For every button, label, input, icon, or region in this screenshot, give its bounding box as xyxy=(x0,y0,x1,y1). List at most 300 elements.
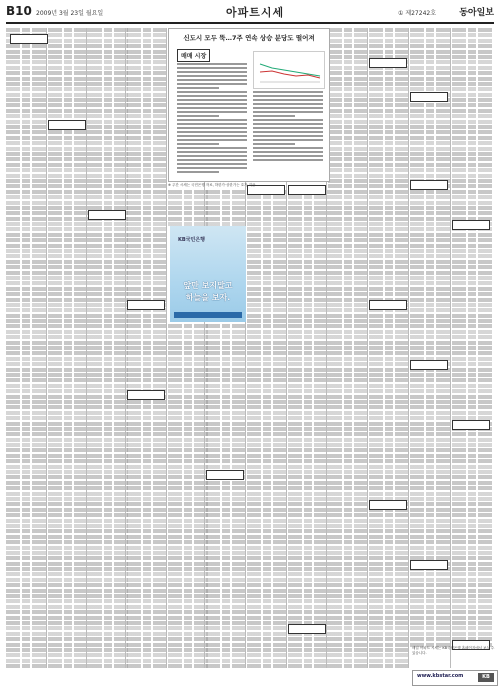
price-row xyxy=(6,303,46,307)
price-row xyxy=(6,562,46,566)
price-row xyxy=(410,427,450,431)
price-row xyxy=(452,583,492,587)
price-row xyxy=(369,324,409,328)
price-row xyxy=(6,190,46,194)
price-row xyxy=(6,497,46,501)
price-row xyxy=(88,39,128,43)
price-row xyxy=(288,368,328,372)
price-row xyxy=(48,152,88,156)
article-text-line xyxy=(177,115,219,117)
price-row xyxy=(168,605,208,609)
price-row xyxy=(369,470,409,474)
price-row xyxy=(168,481,208,485)
price-row xyxy=(48,551,88,555)
price-row xyxy=(328,55,368,59)
price-row xyxy=(88,44,128,48)
price-row xyxy=(206,368,246,372)
price-row xyxy=(247,610,287,614)
column-divider xyxy=(408,28,409,668)
price-row xyxy=(410,206,450,210)
price-row xyxy=(410,66,450,70)
price-row xyxy=(88,292,128,296)
price-row xyxy=(206,637,246,641)
price-row xyxy=(452,357,492,361)
price-row xyxy=(452,572,492,576)
price-row xyxy=(247,524,287,528)
price-row xyxy=(206,556,246,560)
price-row xyxy=(48,330,88,334)
price-row xyxy=(168,643,208,647)
price-row xyxy=(410,540,450,544)
price-row xyxy=(127,502,167,506)
price-row xyxy=(247,384,287,388)
price-row xyxy=(369,626,409,630)
price-row xyxy=(48,33,88,37)
price-row xyxy=(369,179,409,183)
price-row xyxy=(168,459,208,463)
price-row xyxy=(328,206,368,210)
price-row xyxy=(6,616,46,620)
price-row xyxy=(247,298,287,302)
price-row xyxy=(288,589,328,593)
price-row xyxy=(127,179,167,183)
district-heading xyxy=(410,360,448,370)
price-row xyxy=(247,567,287,571)
price-row xyxy=(369,578,409,582)
price-row xyxy=(288,562,328,566)
price-row xyxy=(452,314,492,318)
article-text-line xyxy=(253,115,295,117)
price-row xyxy=(369,562,409,566)
price-row xyxy=(369,416,409,420)
price-row xyxy=(88,357,128,361)
price-row xyxy=(452,465,492,469)
price-row xyxy=(247,351,287,355)
price-row xyxy=(452,152,492,156)
price-row xyxy=(328,465,368,469)
price-row xyxy=(6,71,46,75)
price-row xyxy=(288,378,328,382)
price-row xyxy=(328,93,368,97)
price-row xyxy=(410,33,450,37)
price-row xyxy=(88,174,128,178)
column-divider xyxy=(125,28,126,668)
price-row xyxy=(127,664,167,668)
price-row xyxy=(410,551,450,555)
price-row xyxy=(288,637,328,641)
price-row xyxy=(247,448,287,452)
price-row xyxy=(206,546,246,550)
price-row xyxy=(328,276,368,280)
price-row xyxy=(369,556,409,560)
price-row xyxy=(168,502,208,506)
price-row xyxy=(452,28,492,32)
price-row xyxy=(168,357,208,361)
price-row xyxy=(6,551,46,555)
price-row xyxy=(127,55,167,59)
price-row xyxy=(48,427,88,431)
price-row xyxy=(369,50,409,54)
article-text-line xyxy=(253,99,323,101)
price-row xyxy=(6,357,46,361)
price-row xyxy=(410,238,450,242)
price-row xyxy=(206,540,246,544)
price-row xyxy=(206,648,246,652)
price-row xyxy=(247,632,287,636)
price-row xyxy=(369,217,409,221)
price-row xyxy=(328,50,368,54)
price-row xyxy=(127,524,167,528)
price-row xyxy=(369,357,409,361)
price-row xyxy=(410,535,450,539)
price-row xyxy=(247,400,287,404)
price-row xyxy=(168,621,208,625)
price-row xyxy=(6,664,46,668)
price-row xyxy=(88,632,128,636)
price-row xyxy=(410,529,450,533)
price-row xyxy=(328,637,368,641)
price-row xyxy=(127,254,167,258)
price-row xyxy=(247,260,287,264)
price-row xyxy=(410,470,450,474)
price-row xyxy=(410,152,450,156)
price-row xyxy=(247,653,287,657)
price-row xyxy=(206,659,246,663)
price-row xyxy=(127,190,167,194)
price-row xyxy=(369,605,409,609)
price-row xyxy=(127,610,167,614)
price-row xyxy=(168,362,208,366)
price-row xyxy=(452,459,492,463)
price-row xyxy=(369,659,409,663)
price-row xyxy=(247,244,287,248)
price-row xyxy=(410,287,450,291)
price-row xyxy=(369,599,409,603)
price-row xyxy=(452,168,492,172)
price-row xyxy=(127,438,167,442)
price-row xyxy=(288,599,328,603)
price-column xyxy=(127,28,167,668)
price-row xyxy=(127,416,167,420)
price-row xyxy=(452,556,492,560)
price-row xyxy=(369,341,409,345)
price-row xyxy=(328,551,368,555)
price-row xyxy=(288,438,328,442)
price-row xyxy=(127,33,167,37)
price-row xyxy=(369,168,409,172)
price-row xyxy=(247,211,287,215)
price-row xyxy=(369,174,409,178)
price-row xyxy=(410,308,450,312)
price-row xyxy=(6,567,46,571)
price-row xyxy=(88,422,128,426)
price-row xyxy=(88,60,128,64)
article-text-line xyxy=(253,103,323,105)
price-row xyxy=(88,567,128,571)
price-row xyxy=(168,599,208,603)
price-row xyxy=(328,39,368,43)
article-text-line xyxy=(177,171,219,173)
price-row xyxy=(410,114,450,118)
price-row xyxy=(206,589,246,593)
price-row xyxy=(410,626,450,630)
district-heading xyxy=(452,420,490,430)
price-row xyxy=(168,578,208,582)
price-row xyxy=(48,77,88,81)
price-row xyxy=(48,470,88,474)
price-row xyxy=(6,66,46,70)
price-row xyxy=(48,637,88,641)
price-row xyxy=(247,249,287,253)
price-row xyxy=(328,152,368,156)
price-row xyxy=(127,572,167,576)
price-row xyxy=(328,524,368,528)
price-row xyxy=(127,125,167,129)
price-row xyxy=(369,637,409,641)
price-row xyxy=(88,535,128,539)
price-row xyxy=(288,395,328,399)
price-row xyxy=(127,195,167,199)
price-row xyxy=(88,136,128,140)
price-row xyxy=(247,341,287,345)
price-row xyxy=(410,292,450,296)
price-row xyxy=(369,125,409,129)
price-row xyxy=(88,179,128,183)
price-row xyxy=(452,244,492,248)
price-row xyxy=(452,454,492,458)
price-row xyxy=(88,583,128,587)
price-row xyxy=(48,71,88,75)
price-row xyxy=(6,98,46,102)
price-row xyxy=(127,276,167,280)
price-row xyxy=(328,211,368,215)
price-row xyxy=(328,77,368,81)
price-row xyxy=(88,519,128,523)
price-row xyxy=(48,395,88,399)
price-row xyxy=(206,411,246,415)
price-row xyxy=(6,324,46,328)
price-row xyxy=(452,174,492,178)
price-row xyxy=(247,465,287,469)
price-row xyxy=(48,422,88,426)
district-heading xyxy=(369,58,407,68)
price-row xyxy=(206,567,246,571)
price-row xyxy=(127,637,167,641)
price-row xyxy=(288,529,328,533)
price-row xyxy=(410,195,450,199)
price-row xyxy=(168,616,208,620)
price-row xyxy=(288,524,328,528)
price-row xyxy=(410,459,450,463)
price-row xyxy=(328,556,368,560)
price-row xyxy=(48,529,88,533)
price-row xyxy=(410,438,450,442)
price-row xyxy=(206,217,246,221)
price-row xyxy=(206,351,246,355)
price-row xyxy=(328,303,368,307)
price-row xyxy=(88,475,128,479)
price-row xyxy=(452,114,492,118)
price-row xyxy=(288,459,328,463)
price-row xyxy=(127,432,167,436)
price-row xyxy=(410,492,450,496)
price-row xyxy=(88,400,128,404)
price-row xyxy=(206,405,246,409)
article-text-line xyxy=(177,91,247,93)
price-row xyxy=(88,281,128,285)
price-row xyxy=(452,120,492,124)
article-text-line xyxy=(177,155,247,157)
price-row xyxy=(88,524,128,528)
price-row xyxy=(369,39,409,43)
price-row xyxy=(88,546,128,550)
district-heading xyxy=(410,92,448,102)
price-row xyxy=(127,141,167,145)
price-row xyxy=(88,87,128,91)
price-row xyxy=(369,244,409,248)
price-row xyxy=(206,443,246,447)
price-row xyxy=(328,400,368,404)
price-row xyxy=(6,93,46,97)
price-row xyxy=(452,546,492,550)
price-row xyxy=(247,362,287,366)
publication-date: 2009년 3월 23일 월요일 xyxy=(36,10,104,17)
price-row xyxy=(48,400,88,404)
price-row xyxy=(88,341,128,345)
price-row xyxy=(6,238,46,242)
price-row xyxy=(369,335,409,339)
price-row xyxy=(452,93,492,97)
price-row xyxy=(127,335,167,339)
price-row xyxy=(369,184,409,188)
price-row xyxy=(127,330,167,334)
price-row xyxy=(369,632,409,636)
price-row xyxy=(168,583,208,587)
price-row xyxy=(168,416,208,420)
district-heading xyxy=(369,300,407,310)
price-row xyxy=(288,287,328,291)
price-row xyxy=(127,535,167,539)
price-row xyxy=(247,626,287,630)
price-row xyxy=(369,211,409,215)
price-row xyxy=(48,66,88,70)
price-row xyxy=(288,319,328,323)
price-row xyxy=(168,589,208,593)
price-row xyxy=(452,201,492,205)
price-row xyxy=(168,422,208,426)
price-row xyxy=(6,438,46,442)
price-row xyxy=(206,190,246,194)
price-row xyxy=(48,346,88,350)
price-row xyxy=(88,486,128,490)
district-heading xyxy=(288,624,326,634)
price-row xyxy=(127,82,167,86)
price-row xyxy=(452,324,492,328)
price-row xyxy=(206,195,246,199)
price-row xyxy=(168,351,208,355)
price-row xyxy=(6,179,46,183)
price-row xyxy=(206,330,246,334)
price-row xyxy=(168,378,208,382)
price-row xyxy=(247,529,287,533)
price-row xyxy=(206,519,246,523)
price-row xyxy=(206,395,246,399)
price-row xyxy=(127,497,167,501)
price-row xyxy=(247,254,287,258)
price-row xyxy=(6,201,46,205)
price-row xyxy=(168,373,208,377)
price-row xyxy=(369,98,409,102)
price-row xyxy=(452,578,492,582)
price-row xyxy=(88,384,128,388)
price-row xyxy=(247,195,287,199)
price-row xyxy=(410,351,450,355)
price-row xyxy=(6,362,46,366)
price-row xyxy=(247,535,287,539)
price-row xyxy=(6,271,46,275)
price-row xyxy=(288,508,328,512)
price-row xyxy=(288,492,328,496)
price-row xyxy=(127,66,167,70)
price-row xyxy=(452,98,492,102)
price-row xyxy=(127,233,167,237)
price-row xyxy=(48,174,88,178)
price-row xyxy=(369,130,409,134)
price-row xyxy=(247,217,287,221)
price-row xyxy=(88,125,128,129)
price-row xyxy=(48,93,88,97)
price-row xyxy=(410,314,450,318)
price-row xyxy=(369,77,409,81)
price-row xyxy=(127,519,167,523)
price-row xyxy=(328,98,368,102)
price-row xyxy=(206,632,246,636)
price-row xyxy=(288,535,328,539)
price-row xyxy=(288,475,328,479)
price-row xyxy=(88,276,128,280)
price-row xyxy=(247,201,287,205)
price-row xyxy=(88,33,128,37)
price-row xyxy=(328,260,368,264)
price-row xyxy=(410,599,450,603)
price-row xyxy=(328,648,368,652)
price-row xyxy=(328,599,368,603)
price-row xyxy=(6,195,46,199)
price-row xyxy=(6,233,46,237)
price-row xyxy=(88,324,128,328)
price-row xyxy=(48,373,88,377)
price-row xyxy=(6,653,46,657)
price-row xyxy=(369,33,409,37)
article-text-line xyxy=(177,75,247,77)
article-text-line xyxy=(253,159,323,161)
price-row xyxy=(88,529,128,533)
price-row xyxy=(206,605,246,609)
price-row xyxy=(410,637,450,641)
price-row xyxy=(410,147,450,151)
price-row xyxy=(328,659,368,663)
price-row xyxy=(328,157,368,161)
price-row xyxy=(48,168,88,172)
price-row xyxy=(288,470,328,474)
price-row xyxy=(410,265,450,269)
article-text-line xyxy=(177,87,219,89)
price-row xyxy=(168,637,208,641)
price-row xyxy=(6,486,46,490)
price-row xyxy=(127,373,167,377)
price-row xyxy=(410,271,450,275)
price-row xyxy=(206,610,246,614)
